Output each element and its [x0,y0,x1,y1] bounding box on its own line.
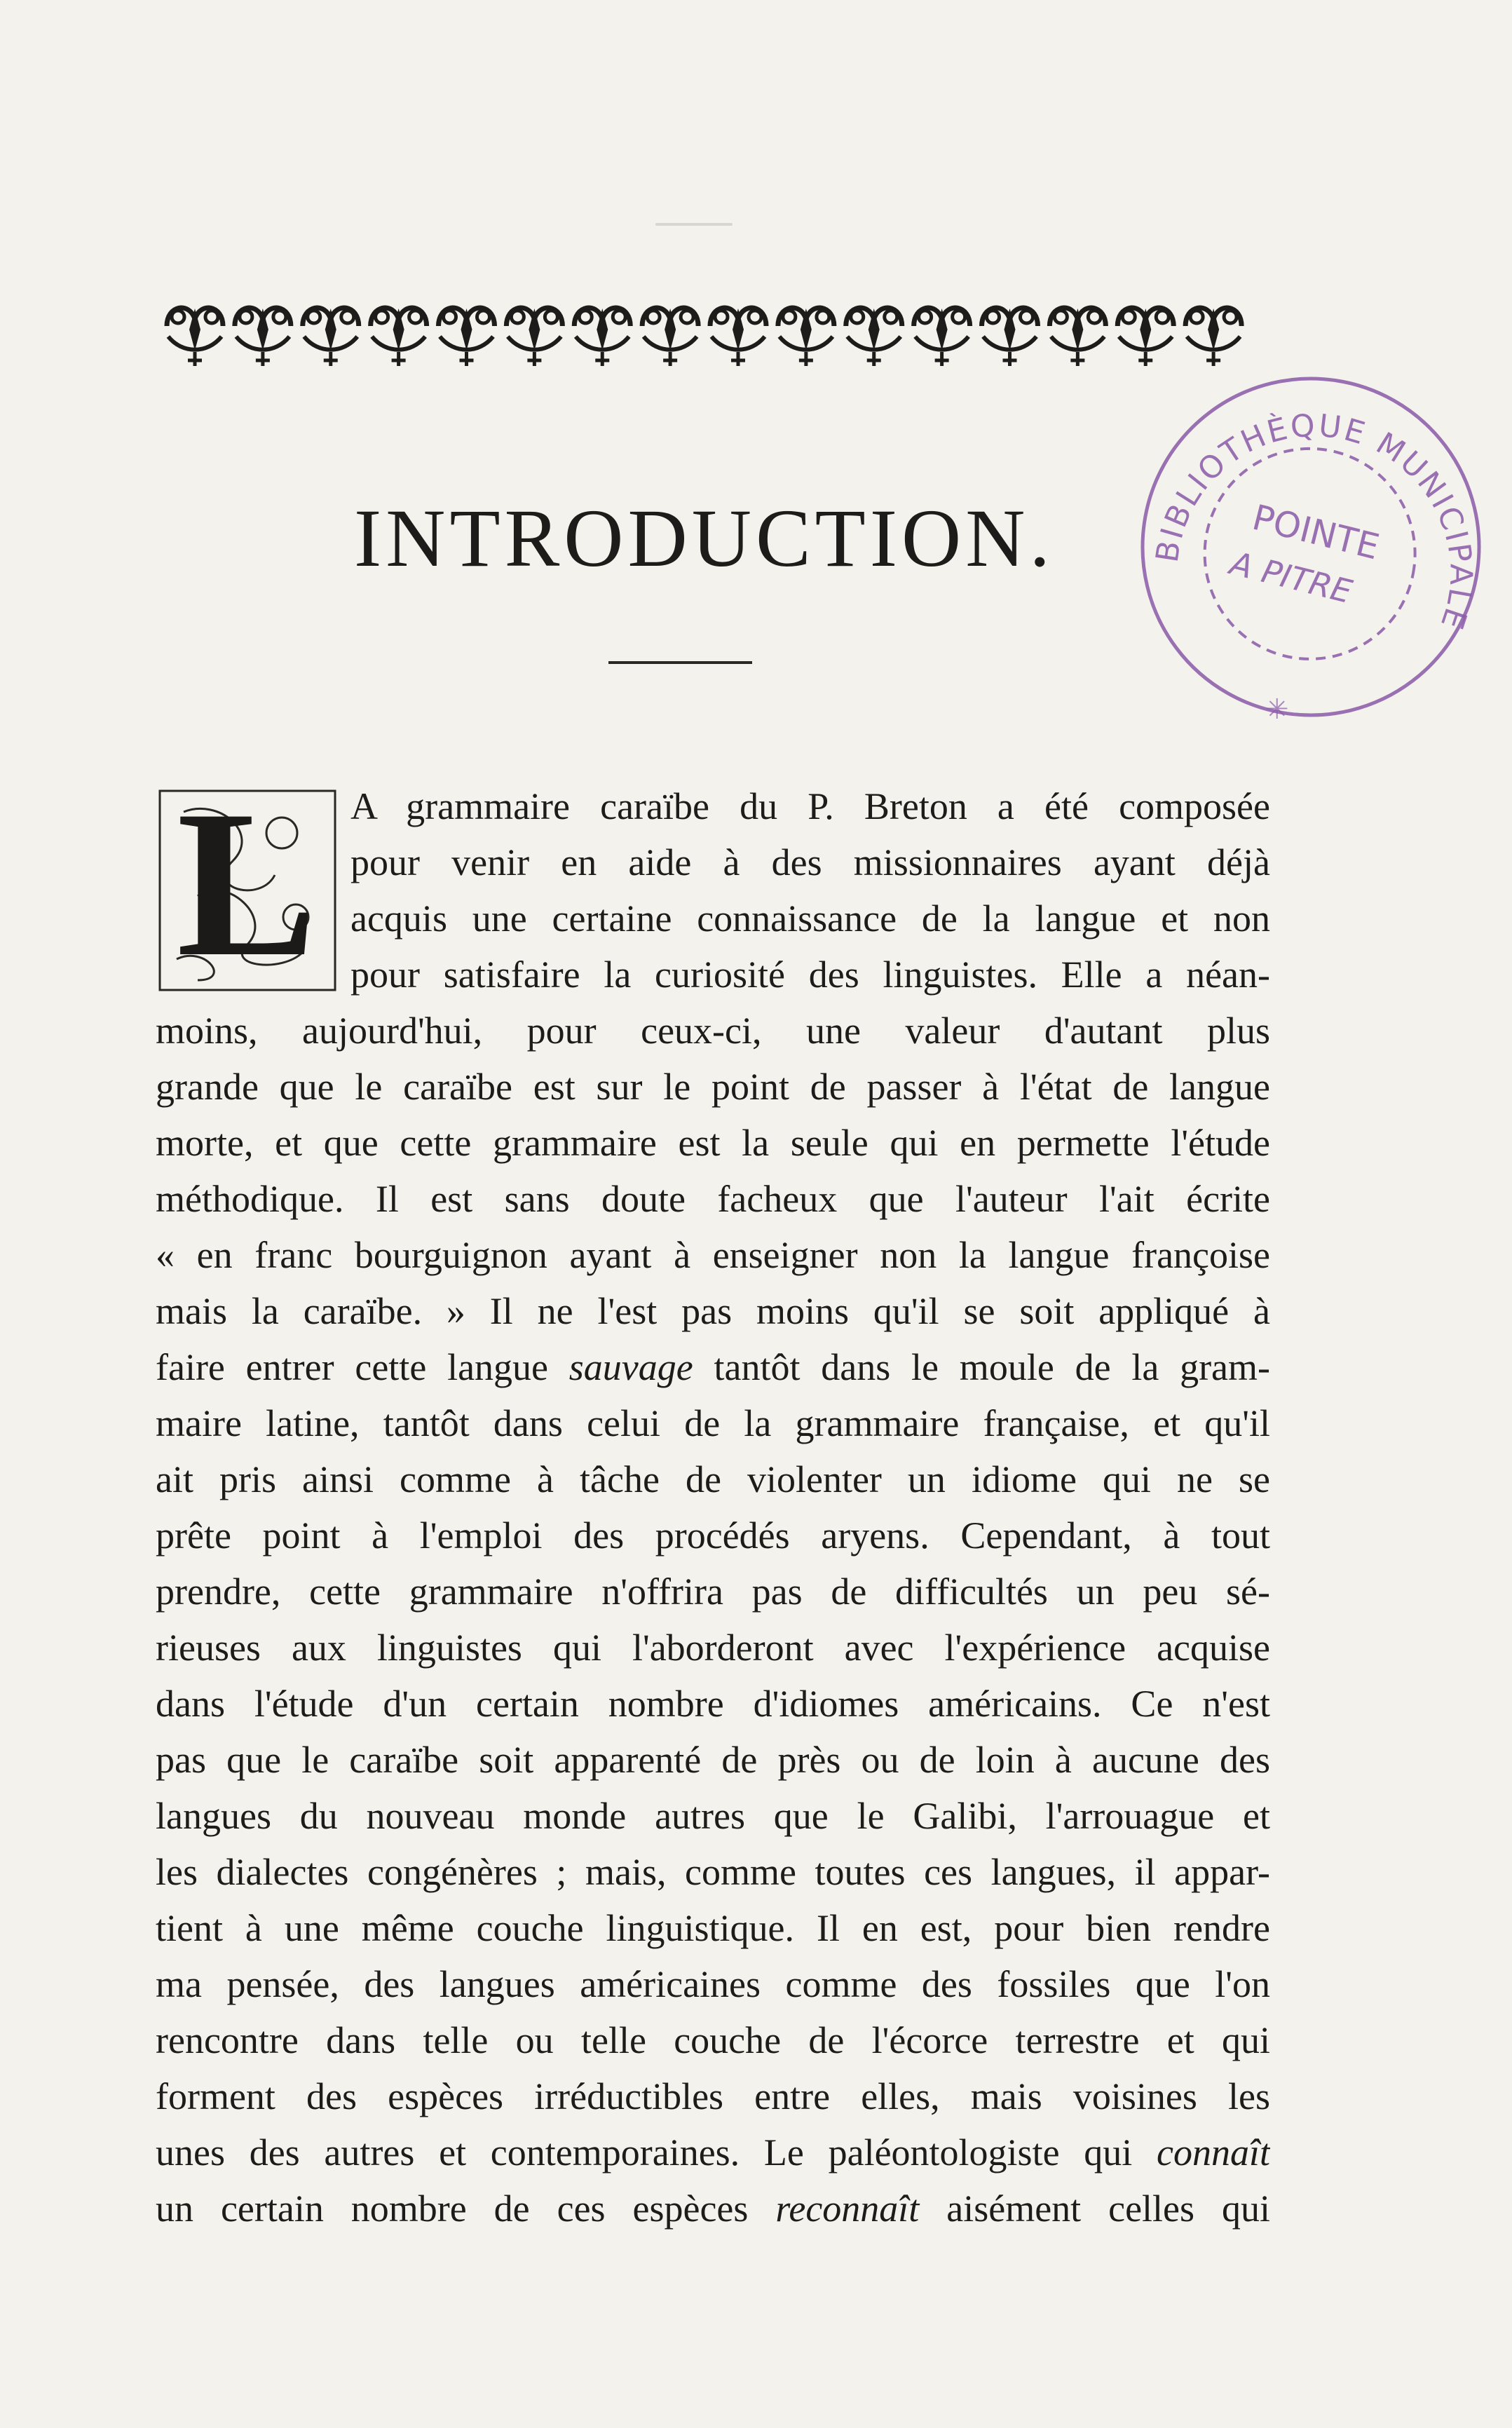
text-line [156,778,1270,834]
text-run: un certain nombre de ces espèces [156,2188,776,2230]
text-line [156,1676,1270,1732]
fleuron-icon [710,308,766,366]
italic-word: sauvage [568,1346,693,1388]
text-line [156,1620,1270,1676]
text-line [156,1956,1270,2012]
text-line [156,2181,1270,2237]
fleuron-icon [439,308,495,366]
page-title: INTRODUCTION. [354,492,1054,584]
fleuron-band-icon [161,287,1248,372]
text-run: acquis une certaine connaissance de la langue et non [350,897,1270,940]
text-line [156,1507,1270,1564]
text-run: faire entrer cette langue [156,1346,569,1388]
show-through-mark [655,223,733,226]
text-run: A grammaire caraïbe du P. Breton a été composée [350,785,1270,827]
fleuron-icon [846,308,902,366]
text-run: unes des autres et contemporaines. Le paléontologiste qui [156,2131,1157,2173]
italic-word: reconnaît [775,2188,920,2230]
stamp-inner-line1: POINTE [1248,496,1384,568]
text-line [156,1339,1270,1395]
fleuron-icon [642,308,698,366]
text-run: rencontre dans telle ou telle couche de l'écorce terrestre et qui [156,2019,1270,2061]
text-line [156,1283,1270,1339]
text-line [156,2124,1270,2181]
text-run: rieuses aux linguistes qui l'aborderont avec l'expérience acquise [156,1627,1270,1669]
library-stamp [1115,351,1507,743]
fleuron-icon [303,308,359,366]
text-run: aisément celles qui [919,2188,1270,2230]
text-line [156,1900,1270,1956]
text-line [156,1227,1270,1283]
text-run: méthodique. Il est sans doute facheux que l'auteur l'ait écrite [156,1178,1270,1220]
fleuron-icon [778,308,834,366]
text-line [156,1732,1270,1788]
text-run: tantôt dans le moule de la gram- [693,1346,1270,1388]
text-run: ait pris ainsi comme à tâche de violenter un idiome qui ne se [156,1458,1270,1500]
text-line [156,1115,1270,1171]
text-run: morte, et que cette grammaire est la seule qui en permette l'étude [156,1122,1270,1164]
text-run: prête point à l'emploi des procédés aryens. Cependant, à tout [156,1514,1270,1557]
text-run: langues du nouveau monde autres que le Galibi, l'arrouague et [156,1795,1270,1837]
text-run: mais la caraïbe. » Il ne l'est pas moins qu'il se soit appliqué à [156,1290,1270,1332]
fleuron-icon [1049,308,1105,366]
text-line [156,2012,1270,2068]
title-rule [608,661,752,664]
text-run: forment des espèces irréductibles entre elles, mais voisines les [156,2075,1270,2117]
text-line [156,2068,1270,2124]
fleuron-icon [167,308,223,366]
text-run: « en franc bourguignon ayant à enseigner non la langue françoise [156,1234,1270,1276]
text-line [156,1844,1270,1900]
text-run: grande que le caraïbe est sur le point de passer à l'état de langue [156,1066,1270,1108]
fleuron-icon [506,308,562,366]
text-run: pour venir en aide à des missionnaires ayant déjà [350,841,1270,883]
text-line [156,1003,1270,1059]
fleuron-icon [914,308,970,366]
fleuron-icon [371,308,427,366]
text-line [156,1451,1270,1507]
text-line [156,947,1270,1003]
text-run: dans l'étude d'un certain nombre d'idiomes américains. Ce n'est [156,1683,1270,1725]
stamp-inner-line2: A PITRE [1226,543,1356,611]
text-run: ma pensée, des langues américaines comme des fossiles que l'on [156,1963,1270,2005]
stamp-star-icon: ✳ [1265,693,1289,725]
drop-cap-letter: L [177,767,318,1000]
text-run: prendre, cette grammaire n'offrira pas de difficultés un peu sé- [156,1571,1270,1613]
text-run: tient à une même couche linguistique. Il en est, pour bien rendre [156,1907,1270,1949]
text-run: maire latine, tantôt dans celui de la grammaire française, et qu'il [156,1402,1270,1444]
fleuron-icon [574,308,630,366]
text-run: les dialectes congénères ; mais, comme toutes ces langues, il appar- [156,1851,1270,1893]
text-line [156,890,1270,947]
text-run: pour satisfaire la curiosité des linguistes. Elle a néan- [350,954,1270,996]
introduction-paragraph [156,767,1270,2237]
text-run: moins, aujourd'hui, pour ceux-ci, une valeur d'autant plus [156,1010,1270,1052]
italic-word: connaît [1157,2131,1270,2173]
text-line [156,1059,1270,1115]
text-run: pas que le caraïbe soit apparenté de près ou de loin à aucune des [156,1739,1270,1781]
fleuron-icon [982,308,1038,366]
fleuron-icon [235,308,291,366]
text-line [156,1395,1270,1451]
text-line [156,1171,1270,1227]
stamp-outer-text-path: BIBLIOTHÈQUE MUNICIPALE [1149,407,1479,636]
text-line [156,1788,1270,1844]
text-line [156,1564,1270,1620]
text-line [156,834,1270,890]
